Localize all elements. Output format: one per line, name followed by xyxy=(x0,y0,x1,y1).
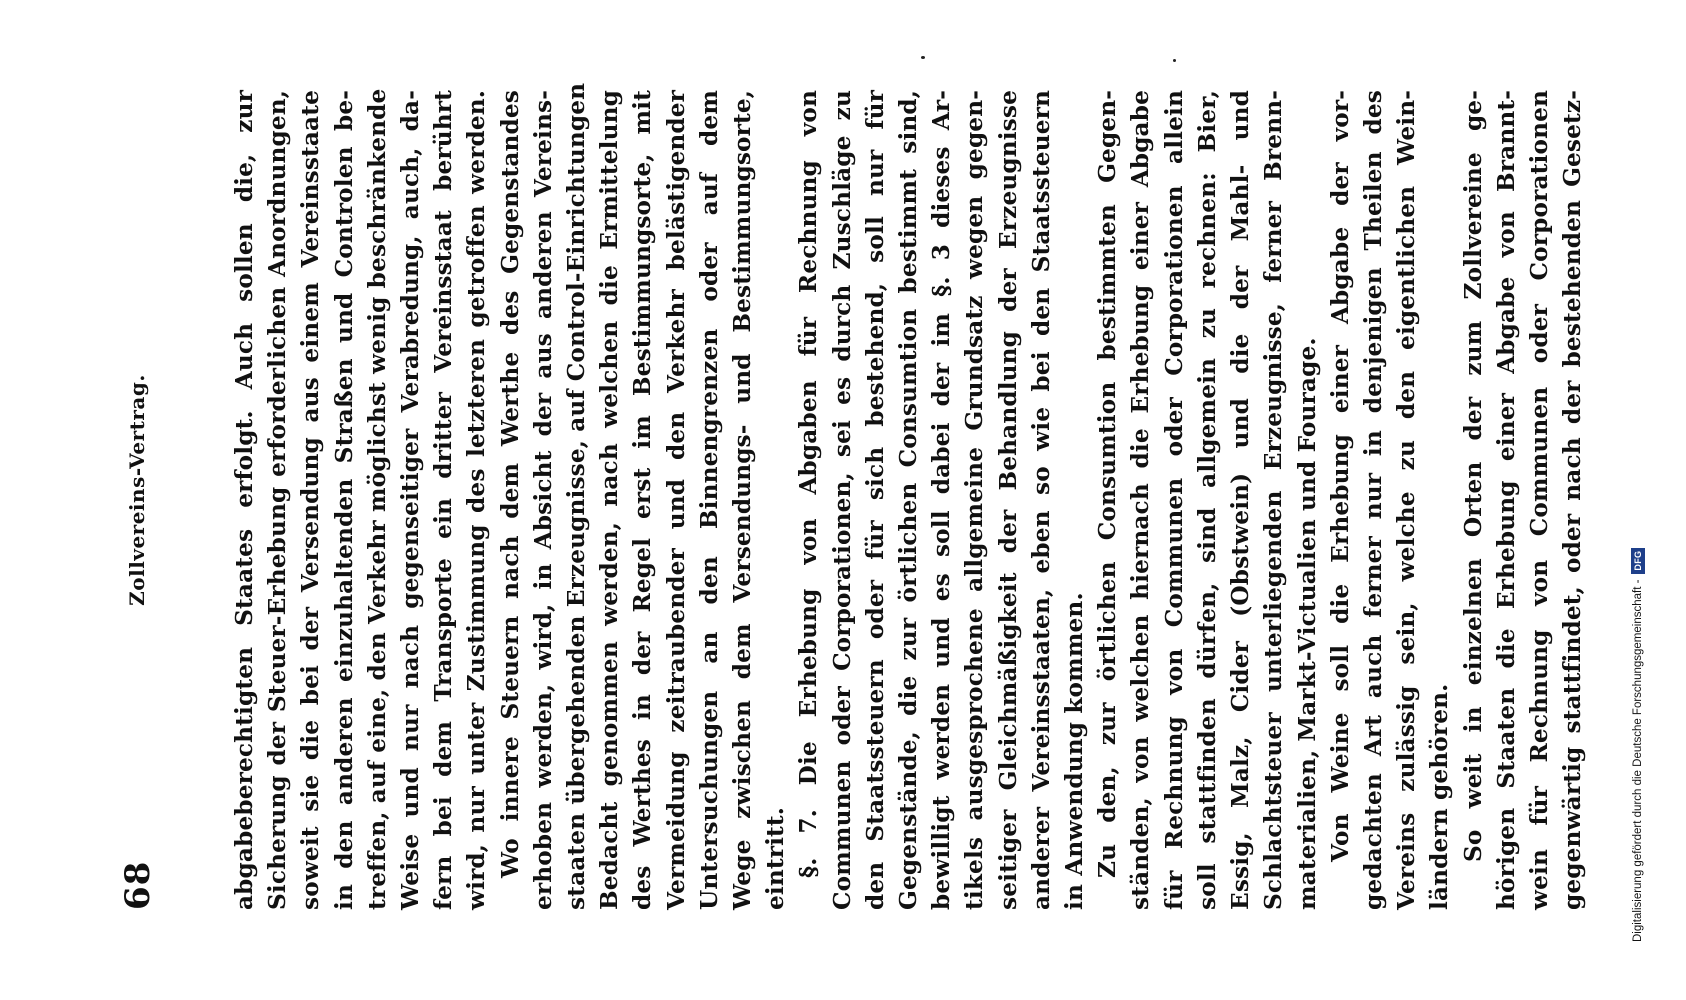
text-line: Vereins zulässig sein, welche zu den eigentlichen Wein- xyxy=(1393,90,1421,910)
text-line: Untersuchungen an den Binnengrenzen oder auf dem xyxy=(695,90,723,910)
section-7-paragraph xyxy=(792,90,1091,910)
text-line: soweit sie die bei der Versendung aus einem Vereinsstaate xyxy=(297,90,325,910)
text-line: materialien, Markt-Victualien und Fourage. xyxy=(1293,337,1321,910)
digitization-credit xyxy=(1626,2,1650,942)
text-line: Wege zwischen dem Versendungs- und Bestimmungsorte, xyxy=(729,90,757,910)
text-line: hörigen Staaten die Erhebung einer Abgabe von Brannt- xyxy=(1492,90,1520,910)
text-line: Communen oder Corporationen, sei es durch Zuschläge zu xyxy=(828,90,856,910)
text-line: in Anwendung kommen. xyxy=(1061,592,1089,910)
text-line: ständen, von welchen hiernach die Erhebung einer Abgabe xyxy=(1127,90,1155,910)
paragraph-brandy xyxy=(1457,90,1590,910)
text-line: §. 7. Die Erhebung von Abgaben für Rechnung von xyxy=(795,90,823,878)
text-line: So weit in einzelnen Orten der zum Zollvereine ge- xyxy=(1459,90,1487,862)
page-number: 68 xyxy=(118,860,158,910)
text-line: fern bei dem Transporte ein dritter Vereinsstaat berührt xyxy=(430,90,458,910)
text-line: anderer Vereinsstaaten, eben so wie bei den Staatssteuern xyxy=(1027,90,1055,910)
paragraph-local-consumption xyxy=(1091,90,1323,910)
text-line: Weise und nur nach gegenseitiger Verabredung, auch, da- xyxy=(397,90,425,910)
text-line: bewilligt werden und es soll dabei der im §. 3 dieses Ar- xyxy=(928,90,956,910)
dust-speck xyxy=(1173,59,1176,62)
text-line: eintritt. xyxy=(762,807,790,910)
text-line: Von Weine soll die Erhebung einer Abgabe der vor- xyxy=(1326,90,1354,862)
text-line: seitiger Gleichmäßigkeit der Behandlung der Erzeugnisse xyxy=(994,90,1022,910)
text-line: Vermeidung zeitraubender und den Verkehr belästigender xyxy=(662,90,690,910)
text-line: soll stattfinden dürfen, sind allgemein zu rechnen: Bier, xyxy=(1193,90,1221,910)
text-line: treffen, auf eine, den Verkehr möglichst wenig beschränkende xyxy=(363,88,391,910)
text-line: staaten übergehenden Erzeugnisse, auf Control-Einrichtungen xyxy=(563,82,591,910)
text-line: wird, nur unter Zustimmung des letzteren getroffen werden. xyxy=(463,90,491,910)
text-line: Essig, Malz, Cider (Obstwein) und die der Mahl- und xyxy=(1227,90,1255,910)
text-line: gegenwärtig stattfindet, oder nach der bestehenden Gesetz- xyxy=(1559,90,1587,910)
text-line: Zu den, zur örtlichen Consumtion bestimmten Gegen- xyxy=(1094,90,1122,878)
text-line: gedachten Art auch ferner nur in denjenigen Theilen des xyxy=(1359,90,1387,910)
text-line: des Werthes in der Regel erst im Bestimmungsorte, mit xyxy=(629,90,657,910)
paragraph-wine xyxy=(1324,90,1457,910)
text-line: den Staatssteuern oder für sich bestehend, soll nur für xyxy=(861,90,889,910)
rotated-book-page xyxy=(118,82,1587,910)
text-line: erhoben werden, wird, in Absicht der aus anderen Vereins- xyxy=(529,90,557,910)
page-body xyxy=(228,82,1589,910)
paragraph-inner-taxes xyxy=(494,82,793,910)
text-line: Sicherung der Steuer-Erhebung erforderlichen Anordnungen, xyxy=(264,90,292,910)
text-line: abgabeberechtigten Staates erfolgt. Auch sollen die, zur xyxy=(231,90,258,910)
text-line: Schlachtsteuer unterliegenden Erzeugnisse, ferner Brenn- xyxy=(1260,90,1288,910)
credit-text: Digitalisierung gefördert durch die Deutsche Forschungsgemeinschaft - xyxy=(1632,579,1644,942)
text-line: wein für Rechnung von Communen oder Corporationen xyxy=(1525,90,1553,910)
text-line: Bedacht genommen werden, nach welchen die Ermittelung xyxy=(596,90,624,910)
text-line: Wo innere Steuern nach dem Werthe des Gegenstandes xyxy=(496,90,524,878)
page-header xyxy=(118,90,178,910)
running-title: Zollvereins-Vertrag. xyxy=(125,374,149,606)
dust-speck xyxy=(921,56,925,59)
dfg-logo: DFG xyxy=(1631,548,1645,574)
text-line: tikels ausgesprochene allgemeine Grundsatz wegen gegen- xyxy=(961,90,989,910)
text-line: für Rechnung von Communen oder Corporationen allein xyxy=(1160,90,1188,910)
text-line: ländern gehören. xyxy=(1426,683,1454,910)
text-line: in den anderen einzuhaltenden Straßen und Controlen be- xyxy=(330,90,358,910)
paragraph-continued xyxy=(228,90,494,910)
text-line: Gegenstände, die zur örtlichen Consumtion bestimmt sind, xyxy=(895,90,923,910)
